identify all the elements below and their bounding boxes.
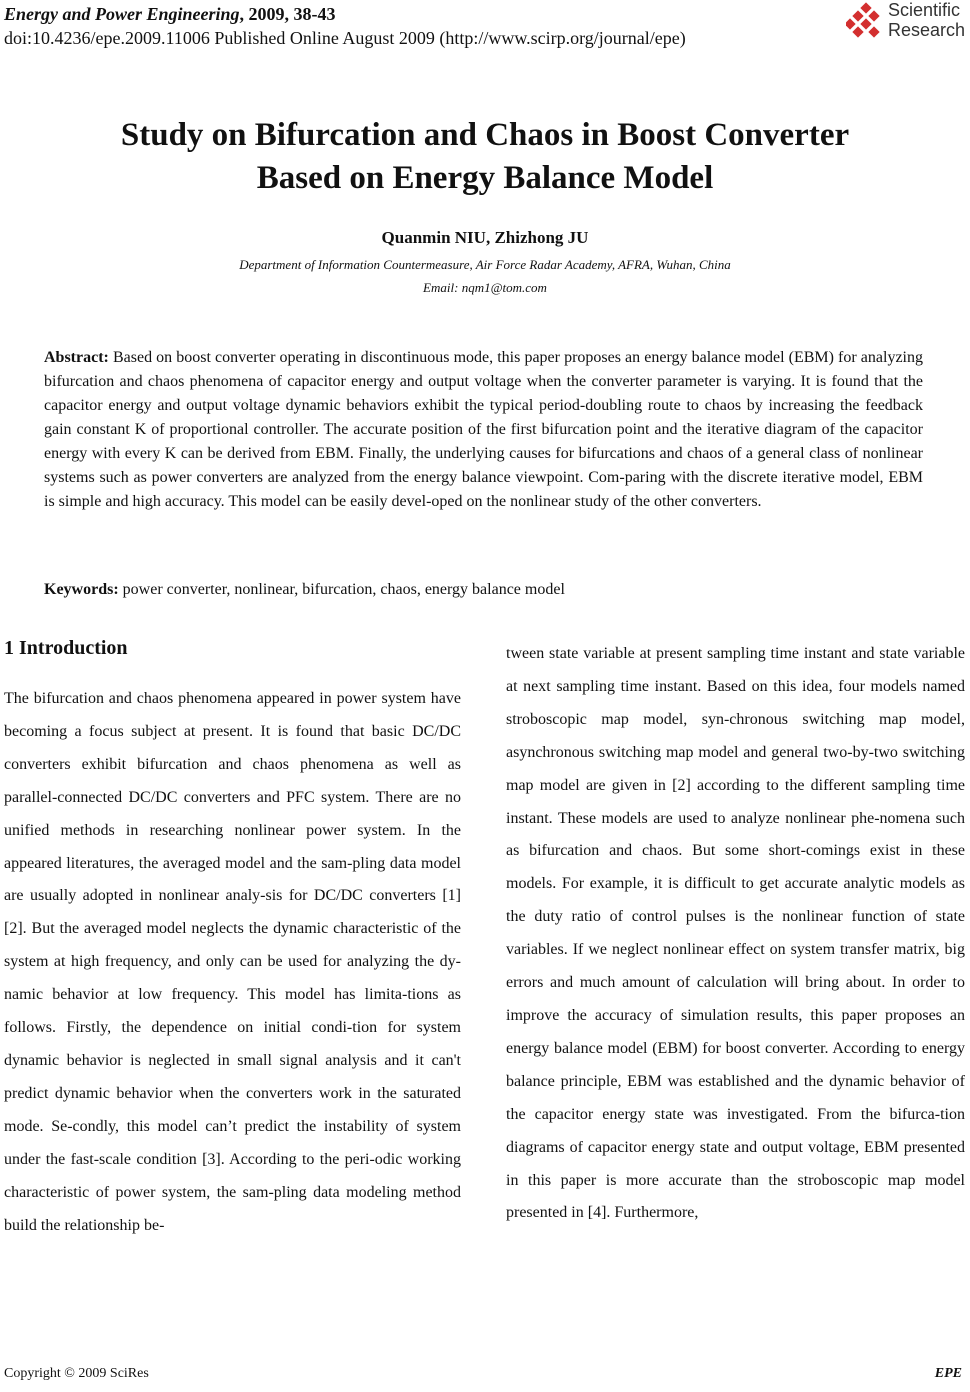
journal-volume-pages: , 2009, 38-43 — [239, 4, 336, 24]
abstract-text: Based on boost converter operating in discontinuous mode, this paper proposes an energy balance model (EBM) for analyzing bifurcation and chaos phenomena of capacitor energy and output voltage when the converter parameter is varying. It is found that the capacitor energy and output voltage dynamic behaviors exhibit the typical period-doubling route to chaos by increasing the feedback gain constant K of proportional controller. The accurate position of the first bifurcation point and the iterative diagram of the capacitor energy with every K can be derived from EBM. Finally, the underlying causes for bifurcations and chaos of a general class of nonlinear systems such as power converters are analyzed from the energy balance viewpoint. Com-paring with the discrete iterative model, EBM is simple and high accuracy. This model can be easily devel-oped on the nonlinear study of the other converters. — [44, 349, 924, 510]
footer-copyright: Copyright © 2009 SciRes — [4, 1366, 149, 1381]
paper-affiliation: Department of Information Countermeasure, Air Force Radar Academy, AFRA, Wuhan, China — [239, 257, 731, 272]
abstract-label: Abstract: — [44, 349, 109, 366]
abstract — [44, 346, 923, 514]
journal-name: Energy and Power Engineering — [4, 4, 240, 24]
paper-title-line2: Based on Energy Balance Model — [256, 160, 714, 196]
paper-authors: Quanmin NIU, Zhizhong JU — [381, 228, 589, 247]
logo-text — [888, 0, 965, 40]
keywords — [44, 578, 923, 602]
footer-journal-abbrev: EPE — [934, 1366, 962, 1381]
doi-line: doi:10.4236/epe.2009.11006 Published Online August 2009 (http://www.scirp.org/journal/epe) — [4, 28, 686, 48]
keywords-label: Keywords: — [44, 581, 119, 598]
body-right-column: tween state variable at present sampling time instant and state variable at next sampling time instant. Based on this idea, four models named stroboscopic map model, syn-chronous switching map model, asynchronous switching map model and general two-by-two switching map model are given in [2] according to the different sampling time instant. These models are used to analyze nonlinear phe-nomena such as bifurcation and chaos. But some short-comings exist in these models. For example, it is difficult to get accurate analytic models as the duty ratio of control pulses is the nonlinear function of state variables. If we neglect nonlinear effect on system transfer matrix, big errors and much amount of calculation will bring about. In order to improve the accuracy of simulation results, this paper proposes an energy balance model (EBM) for boost converter. According to energy balance principle, EBM was established and the dynamic behavior of the capacitor energy state was investigated. From the bifurca-tion diagrams of capacitor energy state and output voltage, EBM presented in this paper is more accurate than the stroboscopic map model presented in [4]. Furthermore, — [506, 645, 965, 1222]
publisher-logo — [846, 0, 970, 44]
logo-mark-icon — [846, 2, 886, 42]
keywords-text: power converter, nonlinear, bifurcation, chaos, energy balance model — [122, 581, 565, 598]
email-label: Email — [423, 280, 455, 295]
section-heading: 1 Introduction — [4, 637, 128, 659]
paper-title-line1: Study on Bifurcation and Chaos in Boost Converter — [120, 117, 850, 153]
email-value: nqm1@tom.com — [461, 280, 547, 295]
paper-email: Email: nqm1@tom.com — [423, 280, 547, 295]
paper-title — [0, 114, 970, 200]
logo-text-line2: Research — [888, 20, 966, 40]
journal-citation — [4, 2, 336, 26]
body-left-column: The bifurcation and chaos phenomena appeared in power system have becoming a focus subject at present. It is found that basic DC/DC converters exhibit bifurcation and chaos phenomena as well as parallel-connected DC/DC converters and PFC system. There are no unified methods in researching nonlinear power system. In the appeared literatures, the averaged model and the sam-pling data model are usually adopted in nonlinear analy-sis for DC/DC converters [1][2]. But the averaged model neglects the dynamic characteristic of the system at high frequency, and only can be used for analyzing the dy-namic behavior at low frequency. This model has limita-tions as follows. Firstly, the dependence on initial condi-tion for system dynamic behavior is neglected in small signal analysis and it can't predict dynamic behavior when the converters work in the saturated mode. Se-condly, this model can’t predict the instability of system under the fast-scale condition [3]. According to the peri-odic working characteristic of power system, the sam-pling data modeling method build the relationship be- — [4, 690, 461, 1234]
logo-text-line1: Scientific — [888, 0, 961, 20]
